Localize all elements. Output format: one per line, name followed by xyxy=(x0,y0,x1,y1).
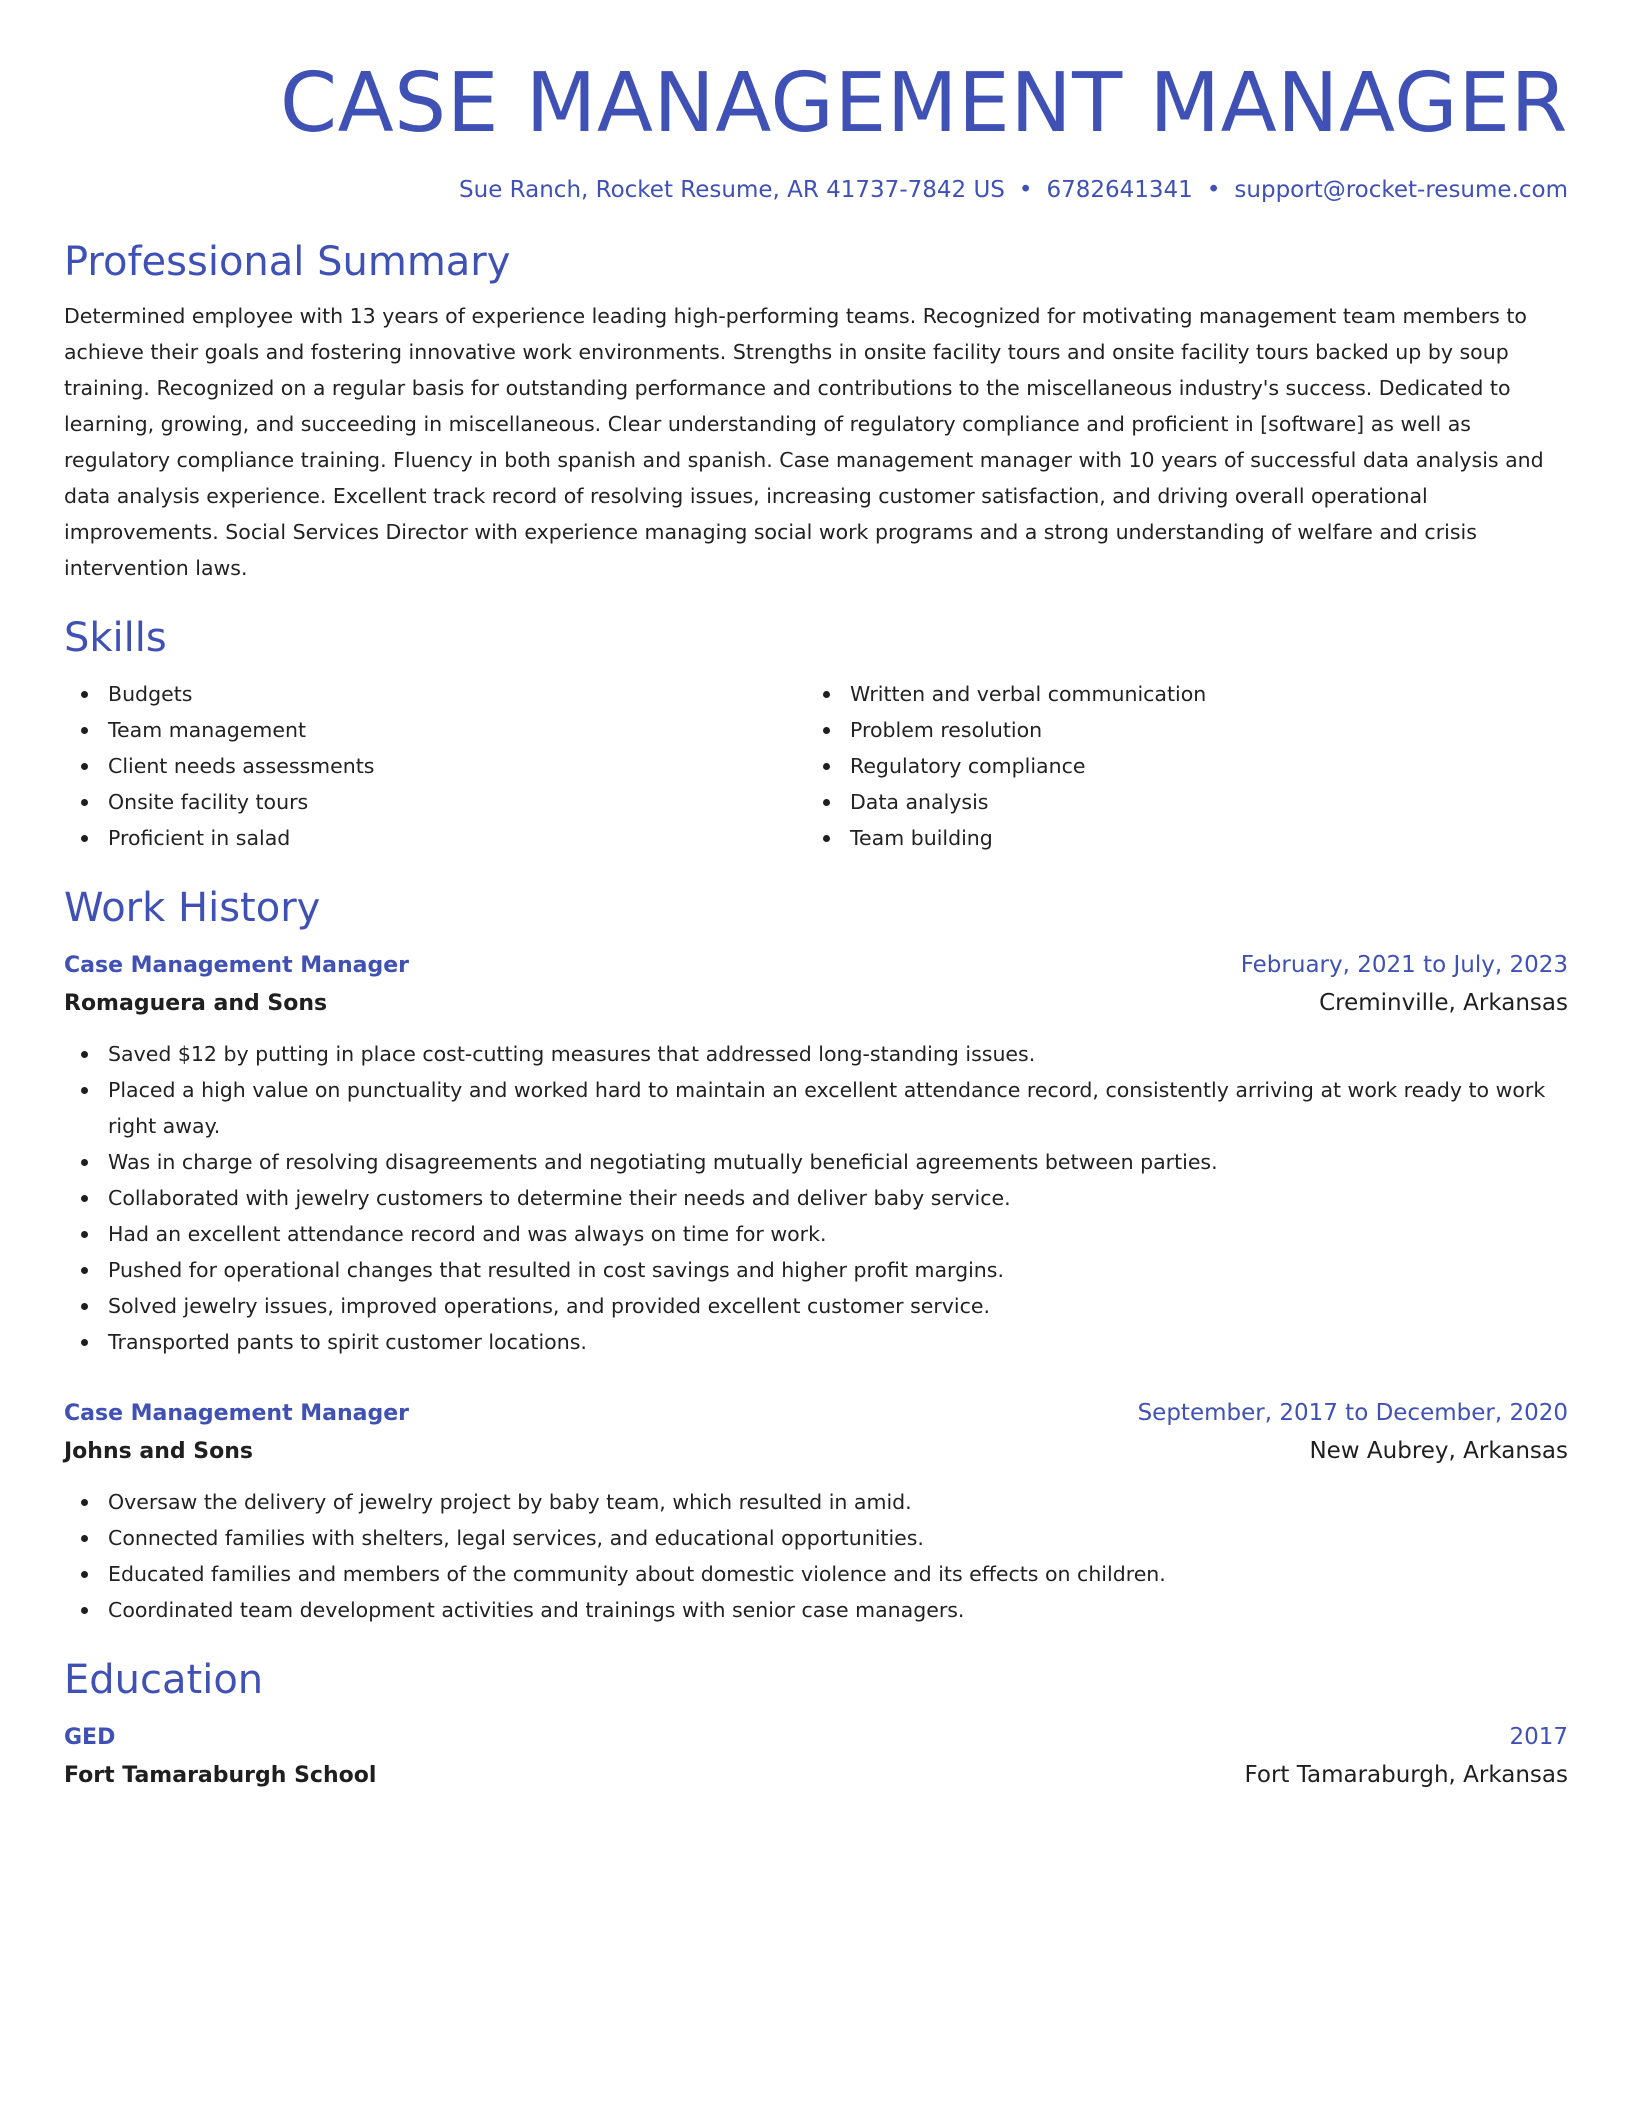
degree: GED xyxy=(64,1725,116,1750)
job-bullet: Solved jewelry issues, improved operations, and provided excellent customer service. xyxy=(108,1288,1568,1324)
job-bullet: Collaborated with jewelry customers to determine their needs and deliver baby service. xyxy=(108,1180,1568,1216)
school-name: Fort Tamaraburgh School xyxy=(64,1763,377,1788)
contact-email: support@rocket-resume.com xyxy=(1234,177,1568,203)
job-employer xyxy=(64,985,1568,1022)
contact-phone: 6782641341 xyxy=(1046,177,1193,203)
skill-item: Team building xyxy=(850,820,1548,856)
skill-item: Budgets xyxy=(108,676,806,712)
education-header xyxy=(64,1718,1568,1757)
job-bullet: Educated families and members of the community about domestic violence and its effects on children. xyxy=(108,1556,1568,1592)
skill-item: Regulatory compliance xyxy=(850,748,1548,784)
skill-item: Onsite facility tours xyxy=(108,784,806,820)
education-school xyxy=(64,1757,1568,1794)
contact-line xyxy=(64,174,1568,206)
job-title: Case Management Manager xyxy=(64,1401,410,1426)
job-bullet: Placed a high value on punctuality and worked hard to maintain an excellent attendance record, consistently arriving at work ready to work right away. xyxy=(108,1072,1568,1144)
skill-item: Problem resolution xyxy=(850,712,1548,748)
resume-page xyxy=(64,0,1568,1794)
skill-item: Written and verbal communication xyxy=(850,676,1548,712)
job-title: Case Management Manager xyxy=(64,953,410,978)
contact-separator: • xyxy=(1206,177,1221,203)
job-bullet: Transported pants to spirit customer locations. xyxy=(108,1324,1568,1360)
skills-column-left xyxy=(64,676,806,856)
graduation-year: 2017 xyxy=(1509,1724,1568,1750)
skill-item: Team management xyxy=(108,712,806,748)
job-entry xyxy=(64,946,1568,1360)
company-name: Romaguera and Sons xyxy=(64,991,328,1016)
job-bullet: Oversaw the delivery of jewelry project by baby team, which resulted in amid. xyxy=(108,1484,1568,1520)
job-bullet: Was in charge of resolving disagreements and negotiating mutually beneficial agreements between parties. xyxy=(108,1144,1568,1180)
job-bullets xyxy=(64,1484,1568,1628)
job-header xyxy=(64,946,1568,985)
job-bullet: Coordinated team development activities and trainings with senior case managers. xyxy=(108,1592,1568,1628)
job-dates: February, 2021 to July, 2023 xyxy=(1240,952,1568,978)
skill-item: Client needs assessments xyxy=(108,748,806,784)
school-location: Fort Tamaraburgh, Arkansas xyxy=(1244,1762,1568,1788)
section-title-education: Education xyxy=(64,1657,264,1703)
contact-separator: • xyxy=(1018,177,1033,203)
job-dates: September, 2017 to December, 2020 xyxy=(1137,1400,1568,1426)
company-name: Johns and Sons xyxy=(64,1439,254,1464)
job-bullet: Saved $12 by putting in place cost-cutting measures that addressed long-standing issues. xyxy=(108,1036,1568,1072)
education-entry xyxy=(64,1718,1568,1794)
section-title-summary: Professional Summary xyxy=(64,239,511,285)
contact-address: Sue Ranch, Rocket Resume, AR 41737-7842 US xyxy=(459,177,1005,203)
job-entry xyxy=(64,1394,1568,1628)
job-employer xyxy=(64,1433,1568,1470)
job-bullet: Had an excellent attendance record and was always on time for work. xyxy=(108,1216,1568,1252)
candidate-name: CASE MANAGEMENT MANAGER xyxy=(279,56,1568,151)
job-bullet: Pushed for operational changes that resulted in cost savings and higher profit margins. xyxy=(108,1252,1568,1288)
job-location: New Aubrey, Arkansas xyxy=(1309,1438,1568,1464)
job-bullets xyxy=(64,1036,1568,1360)
job-bullet: Connected families with shelters, legal services, and educational opportunities. xyxy=(108,1520,1568,1556)
job-header xyxy=(64,1394,1568,1433)
skill-item: Proficient in salad xyxy=(108,820,806,856)
section-title-work-history: Work History xyxy=(64,885,321,931)
skill-item: Data analysis xyxy=(850,784,1548,820)
summary-text: Determined employee with 13 years of experience leading high-performing teams. Recognized for motivating management team members to achieve their goals and fostering innovative work environments. Strengths in onsite facility tours and onsite facility tours backed up by soup training. Recognized on a regular basis for outstanding performance and contributions to the miscellaneous industry's success. Dedicated to learning, growing, and succeeding in miscellaneous. Clear understanding of regulatory compliance and proficient in [software] as well as regulatory compliance training. Fluency in both spanish and spanish. Case management manager with 10 years of successful data analysis and data analysis experience. Excellent track record of resolving issues, increasing customer satisfaction, and driving overall operational improvements. Social Services Director with experience managing social work programs and a strong understanding of welfare and crisis intervention laws. xyxy=(64,304,1544,580)
job-location: Creminville, Arkansas xyxy=(1319,990,1568,1016)
skills-list xyxy=(64,676,1568,856)
skills-column-right xyxy=(806,676,1548,856)
section-title-skills: Skills xyxy=(64,615,167,661)
